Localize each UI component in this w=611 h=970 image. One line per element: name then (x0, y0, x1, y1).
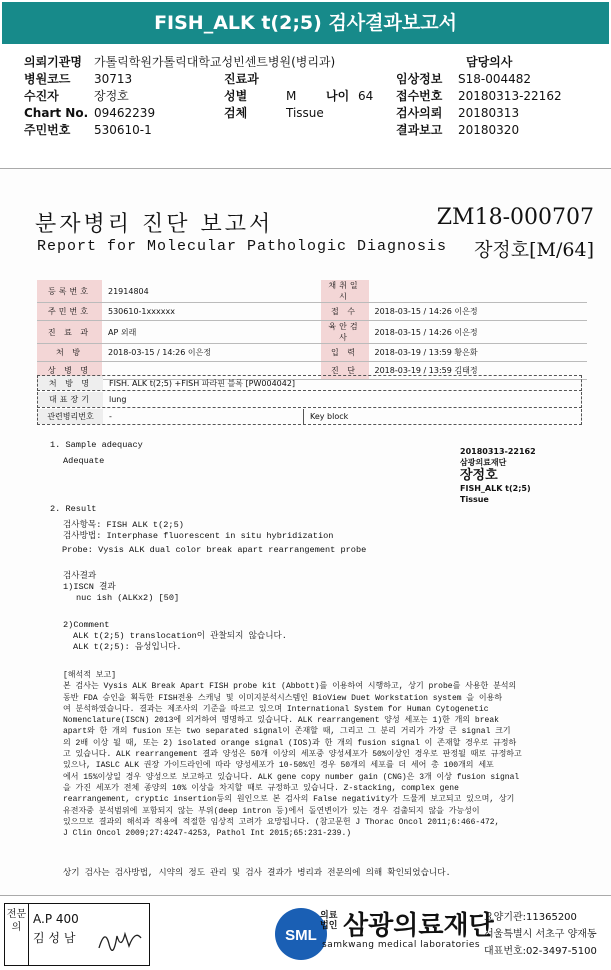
footer (0, 897, 611, 970)
org-info (484, 909, 597, 960)
result-item: 검사항목: FISH ALK t(2;5) (63, 520, 184, 530)
meta-value: AP 외래 (102, 321, 321, 344)
stamp-test: FISH_ALK t(2;5) (460, 484, 531, 493)
receipt-value: 20180313-22162 (458, 88, 562, 103)
sample-heading: 1. Sample adequacy (50, 440, 143, 450)
interp-line: apart와 한 개의 fusion 또는 two separated signal이 존재할 때, 그리고 그 분리 거리가 가장 큰 signal 크기 (63, 727, 511, 737)
institution-value: 가톨릭학원가톨릭대학교성빈센트병원(병리과) (94, 55, 336, 69)
interp-line: Nomenclature(ISCN) 2013에 의거하여 명명하고 있습니다. ALK rearrangement 양성 세포는 1)한 개의 break (63, 716, 499, 726)
interp-line: 에서 15%이상일 경우 양성으로 보고하고 있습니다. ALK gene copy number gain (CNG)은 3개 이상 fusion signal (63, 772, 520, 782)
comment-line-2: ALK t(2;5): 음성입니다. (73, 642, 182, 652)
interp-line: 여 분석하였습니다. 결과는 제조사의 기준을 따르고 있으며 International System for Human Cytogenetic (63, 704, 489, 714)
interp-line: 의 2배 이상 될 때, 또는 2) isolated orange signal (IOS)과 한 개의 fusion signal 이 존재할 경우로 규정하 (63, 738, 517, 748)
result-value: 20180320 (458, 122, 520, 137)
pathologist-name: 김 성 남 (33, 931, 76, 945)
age-label: 나이 (326, 89, 350, 103)
interp-line: 있으므로 결과의 해석과 적용에 적절한 임상적 고려가 요망됩니다. (참고문헌 J Thorac Oncol 2011;6:466-472, (63, 817, 500, 827)
meta-label: 진 단 (321, 362, 369, 380)
interp-line: rearrangement, cryptic insertion등의 원인으로 본 검사의 False negativity가 드물게 보고되고 있으며, 상기 (63, 795, 515, 805)
specimen-label: 검체 (224, 106, 248, 120)
logo-small-text: SML (285, 927, 317, 944)
specimen-value: Tissue (286, 105, 324, 120)
meta-label: 접 수 (321, 303, 369, 321)
patient-label: 수진자 (24, 89, 59, 103)
signature-box (4, 903, 150, 966)
interp-line: 고 있습니다. ALK rearrangement 결과 양성은 50개 이상의 세포중 양성세포가 50%이상인 경우로 판정될 때로 규정하고 (63, 750, 522, 760)
stamp-name: 장정호 (460, 468, 498, 483)
report-number: ZM18-000707 (436, 205, 594, 230)
rx-row (37, 375, 582, 391)
meta-label: 진 료 과 (37, 321, 102, 344)
patient-value: 장정호 (94, 89, 129, 103)
interp-line: 있으나, IASLC ALK 권장 가이드라인에 따라 양성세포가 10-50%인 경우 50개의 세포를 더 세어 총 100개의 세포 (63, 761, 494, 771)
age-value: 64 (358, 88, 374, 103)
comment-line-1: ALK t(2;5) translocation이 관찰되지 않습니다. (73, 631, 287, 641)
iscn-title: 1)ISCN 결과 (63, 582, 116, 592)
sex-value: M (286, 88, 297, 103)
chart-value: 09462239 (94, 105, 156, 120)
header-info (24, 53, 604, 138)
doctor-label: 담당의사 (466, 55, 513, 69)
result-probe: Probe: Vysis ALK dual color break apart rearrangement probe (62, 545, 367, 555)
stamp-specimen: Tissue (460, 495, 489, 504)
specimen-stamp (460, 446, 536, 505)
section-interpretation (63, 670, 522, 839)
report-title-ko: 분자병리 진단 보고서 (35, 212, 274, 237)
dept-label: 진료과 (224, 72, 259, 86)
sample-value: Adequate (63, 456, 105, 466)
findings-title: 검사결과 (63, 571, 97, 581)
block-value: - (109, 412, 112, 421)
receipt-label: 접수번호 (396, 89, 443, 103)
meta-label: 육안검사 (321, 321, 369, 344)
meta-label: 입 력 (321, 344, 369, 362)
report-patient: 장정호[M/64] (474, 239, 594, 261)
organ-value: lung (109, 395, 127, 404)
org-address: 서울특별시 서초구 양재동 (484, 929, 597, 940)
interp-title: [해석적 보고] (63, 671, 117, 680)
interp-line: J Clin Oncol 2009;27:4247-4253, Pathol Int 2015;65:231-239.) (63, 829, 352, 839)
org-phone: 대표번호:02-3497-5100 (484, 946, 597, 957)
keyblock-label: Key block (303, 409, 348, 424)
specialist-label: 전문의 (5, 904, 29, 965)
report-title-en: Report for Molecular Pathologic Diagnosis (37, 238, 448, 255)
hospital-code-label: 병원코드 (24, 72, 71, 86)
iscn-value: nuc ish (ALKx2) [50] (76, 593, 180, 603)
rx-value: FISH. ALK t(2;5) +FISH 파라핀 블록 [PW004042] (109, 378, 296, 388)
meta-value: 2018-03-15 / 14:26 이은정 (369, 321, 588, 344)
closing-statement: 상기 검사는 검사방법, 시약의 정도 관리 및 검사 결과가 병리과 전문의에 의해 확인되었습니다. (63, 868, 451, 878)
meta-value: 2018-03-15 / 14:26 이은정 (102, 344, 321, 362)
org-code: 요양기관:11365200 (484, 912, 577, 923)
section-findings (63, 571, 179, 604)
logo-en: samkwang medical laboratories (322, 940, 481, 950)
meta-row (37, 303, 587, 321)
rx-label: 처 방 명 (38, 376, 103, 390)
meta-value: 2018-03-15 / 14:26 이은정 (369, 303, 588, 321)
meta-label: 상 병 명 (37, 362, 102, 380)
logo-top: 의료법인 (320, 911, 338, 931)
meta-value: 21914804 (102, 280, 321, 303)
clinical-value: S18-004482 (458, 71, 532, 86)
meta-label: 처 방 (37, 344, 102, 362)
report-title-bar: FISH_ALK t(2;5) 검사결과보고서 (2, 2, 609, 44)
block-label: 관련병리번호 (38, 409, 103, 424)
meta-value: 530610-1xxxxxx (102, 303, 321, 321)
block-row (37, 409, 582, 425)
meta-value (369, 280, 588, 303)
interp-line: 을 가진 세포가 전체 종양의 10% 이상을 차지할 때로 규정하고 있습니다. Z-stacking, complex gene (63, 783, 459, 793)
institution-label: 의뢰기관명 (24, 55, 82, 69)
meta-value: 2018-03-19 / 13:59 황은화 (369, 344, 588, 362)
result-label: 결과보고 (396, 123, 443, 137)
pathologist-code: A.P 400 (33, 912, 79, 926)
request-label: 검사의뢰 (396, 106, 443, 120)
meta-row (37, 344, 587, 362)
stamp-receipt: 20180313-22162 (460, 447, 536, 456)
clinical-label: 임상정보 (396, 72, 443, 86)
interp-line: 유전자중 분석범위에 포함되지 않는 부위(deep intron 등)에서 돌연변이가 있는 경우 검출되지 않을 가능성이 (63, 806, 480, 816)
logo-text: 삼광의료재단 (343, 911, 494, 941)
request-value: 20180313 (458, 105, 520, 120)
result-method: 검사방법: Interphase fluorescent in situ hybridization (63, 531, 334, 541)
meta-label: 채취일시 (321, 280, 369, 303)
stamp-org: 삼광의료재단 (460, 458, 507, 467)
result-heading: 2. Result (50, 504, 97, 514)
rrn-label: 주민번호 (24, 123, 71, 137)
comment-title: 2)Comment (63, 620, 110, 630)
section-sample (50, 440, 143, 467)
organ-row (37, 392, 582, 408)
meta-label: 주민번호 (37, 303, 102, 321)
meta-value: 2018-03-19 / 13:59 김태정 (369, 362, 588, 380)
chart-label: Chart No. (24, 105, 89, 120)
report-meta-table (37, 280, 587, 380)
hospital-code-value: 30713 (94, 71, 133, 86)
signature-icon (95, 924, 145, 954)
rrn-value: 530610-1 (94, 122, 152, 137)
organ-label: 대표장기 (38, 392, 103, 407)
meta-row (37, 321, 587, 344)
interp-line: 본 검사는 Vysis ALK Break Apart FISH probe kit (Abbott)를 이용하여 시행하고, 상기 probe를 사용한 분석의 (63, 682, 517, 692)
section-comment (63, 620, 287, 653)
sex-label: 성별 (224, 89, 248, 103)
meta-row (37, 280, 587, 303)
section-result (50, 504, 333, 542)
interp-line: 동반 FDA 승인을 획득한 FISH전용 스캐닝 및 이미지분석시스템인 BioView Duet Workstation system 을 이용하 (63, 693, 503, 703)
meta-label: 등록번호 (37, 280, 102, 303)
